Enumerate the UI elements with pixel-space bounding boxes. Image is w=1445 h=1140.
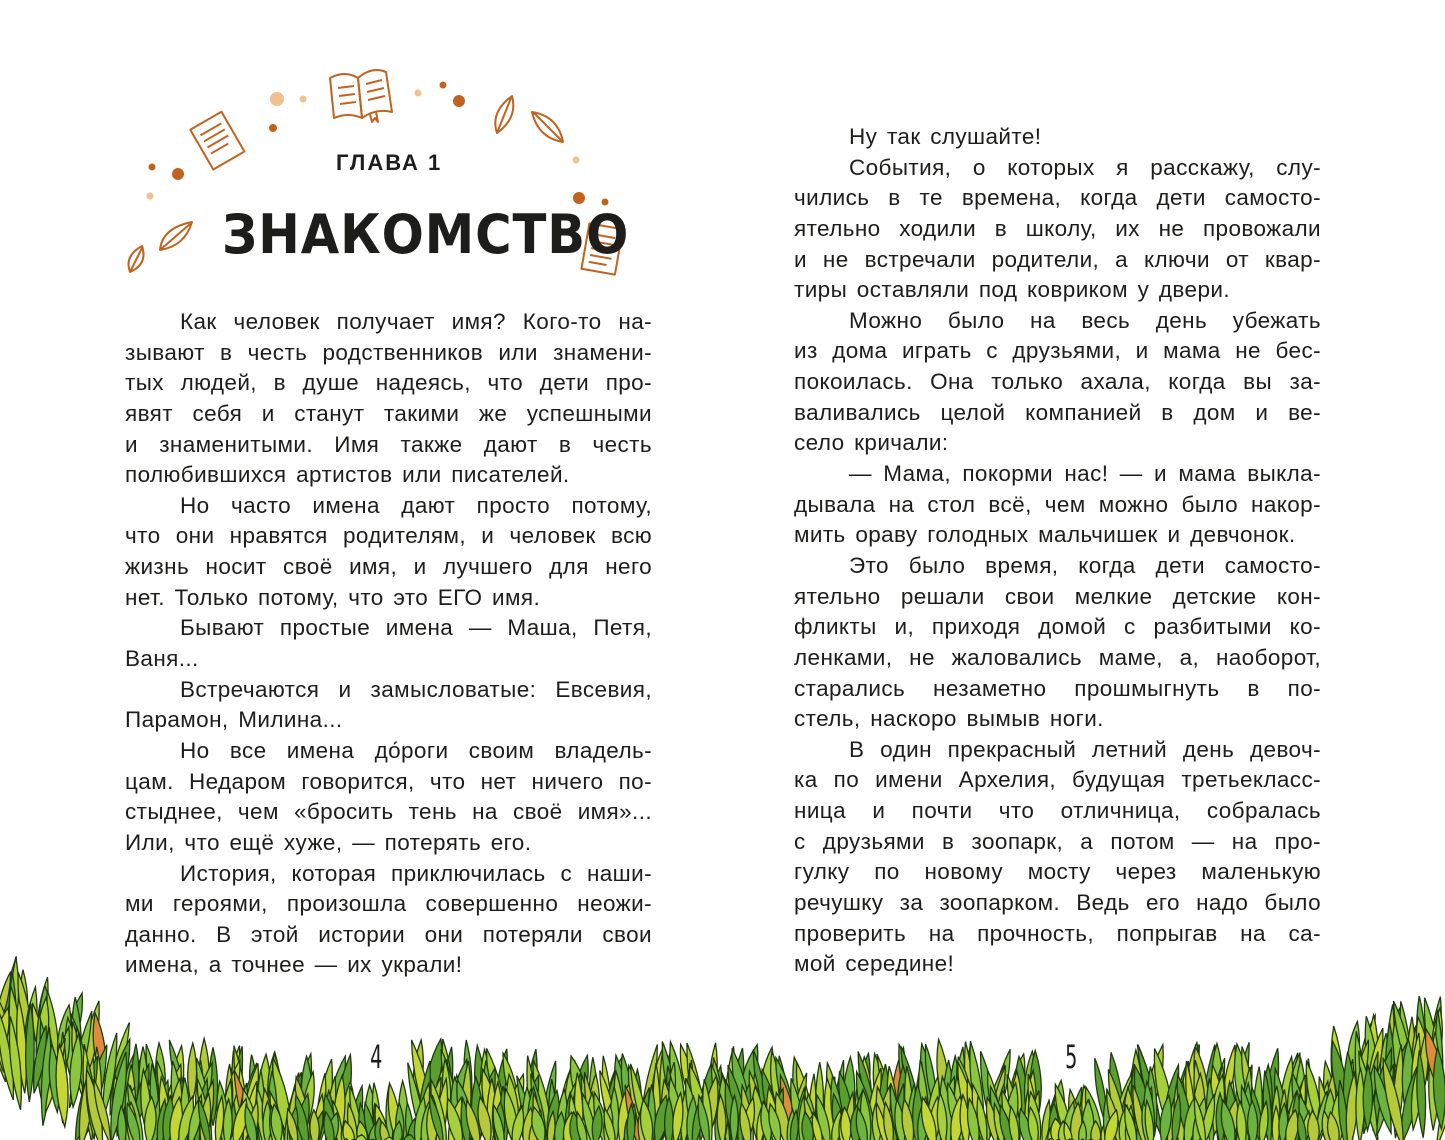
text-line: покоилась. Она только ахала, когда вы за- bbox=[794, 369, 1321, 395]
text-line: В один прекрасный летний день девоч- bbox=[849, 736, 1321, 762]
text-line: из дома играть с друзьями, и мама не бес- bbox=[794, 338, 1321, 364]
text-line: село кричали: bbox=[794, 430, 949, 456]
text-line: жизнь носит своё имя, и лучшего для него bbox=[125, 554, 652, 580]
text-line: стыднее, чем «бросить тень на своё имя»... bbox=[125, 799, 652, 825]
text-line: ка по имени Архелия, будущая третьекласс- bbox=[794, 767, 1321, 793]
text-line: проверить на прочность, попрыгав на са- bbox=[794, 920, 1321, 946]
text-line: и не встречали родители, а ключи от квар- bbox=[794, 246, 1321, 272]
text-line: Но все имена до́роги своим владель- bbox=[180, 737, 652, 763]
text-line: Парамон, Милина... bbox=[125, 707, 343, 733]
text-line: зывают в честь родственников или знамени- bbox=[125, 339, 652, 365]
chapter-label: ГЛАВА 1 bbox=[336, 150, 443, 175]
text-line: События, о которых я расскажу, слу- bbox=[849, 154, 1321, 180]
text-line: стель, наскоро вымыв ноги. bbox=[794, 706, 1104, 732]
text-line: Но часто имена дают просто потому, bbox=[180, 492, 652, 518]
text-line: с друзьями в зоопарк, а потом — на про- bbox=[794, 828, 1321, 854]
text-line: тых людей, в душе надеясь, что дети про- bbox=[125, 370, 652, 396]
text-line: ятельно ходили в школу, их не провожали bbox=[794, 215, 1321, 241]
text-line: Ваня... bbox=[125, 646, 199, 672]
text-line: Бывают простые имена — Маша, Петя, bbox=[180, 615, 652, 641]
text-line: что они нравятся родителям, и человек всю bbox=[125, 523, 652, 549]
text-line: ми героями, произошла совершенно неожи- bbox=[125, 891, 652, 917]
text-line: ятельно решали свои мелкие детские кон- bbox=[794, 583, 1321, 609]
text-line: мой середине! bbox=[794, 951, 955, 977]
page-number-right: 5 bbox=[1065, 1038, 1078, 1076]
text-line: ница и почти что отличница, собралась bbox=[794, 798, 1321, 824]
text-line: дывала на стол всё, чем можно было накор- bbox=[794, 491, 1321, 517]
text-line: Можно было на весь день убежать bbox=[849, 307, 1321, 333]
text-line: Или, что ещё хуже, — потерять его. bbox=[125, 829, 532, 855]
text-line: — Мама, покорми нас! — и мама выкла- bbox=[849, 461, 1321, 487]
text-line: валивались целой компанией в дом и ве- bbox=[794, 399, 1321, 425]
text-line: ленками, не жаловались маме, а, наоборот, bbox=[794, 644, 1321, 670]
text-line: полюбившихся артистов или писателей. bbox=[125, 462, 570, 488]
text-line: фликты и, приходя домой с разбитыми ко- bbox=[794, 614, 1321, 640]
text-line: нет. Только потому, что это ЕГО имя. bbox=[125, 584, 541, 610]
text-line: тиры оставляли под ковриком у двери. bbox=[794, 277, 1230, 303]
text-line: Ну так слушайте! bbox=[849, 124, 1042, 149]
text-line: цам. Недаром говорится, что нет ничего по- bbox=[125, 768, 652, 794]
text-line: Встречаются и замысловатые: Евсевия, bbox=[180, 676, 652, 702]
text-line: Это было время, когда дети самосто- bbox=[849, 552, 1321, 578]
page-number-left: 4 bbox=[370, 1038, 383, 1076]
text-line: чились в те времена, когда дети самосто- bbox=[794, 185, 1321, 211]
text-line: Как человек получает имя? Кого-то на- bbox=[180, 309, 652, 334]
text-line: История, которая приключилась с наши- bbox=[180, 860, 652, 886]
text-line: гулку по новому мосту через маленькую bbox=[794, 859, 1321, 885]
text-line: мить ораву голодных мальчишек и девчонок. bbox=[794, 522, 1296, 548]
chapter-title: ЗНАКОМСТВО bbox=[222, 203, 630, 266]
text-line: и знаменитыми. Имя также дают в честь bbox=[125, 431, 652, 457]
text-line: имена, а точнее — их украли! bbox=[125, 952, 463, 978]
text-line: данно. В этой истории они потеряли свои bbox=[125, 921, 652, 947]
text-line: речушку за зоопарком. Ведь его надо было bbox=[794, 890, 1321, 916]
text-line: явят себя и станут такими же успешными bbox=[125, 400, 652, 426]
text-line: старались незаметно прошмыгнуть в по- bbox=[794, 675, 1321, 701]
